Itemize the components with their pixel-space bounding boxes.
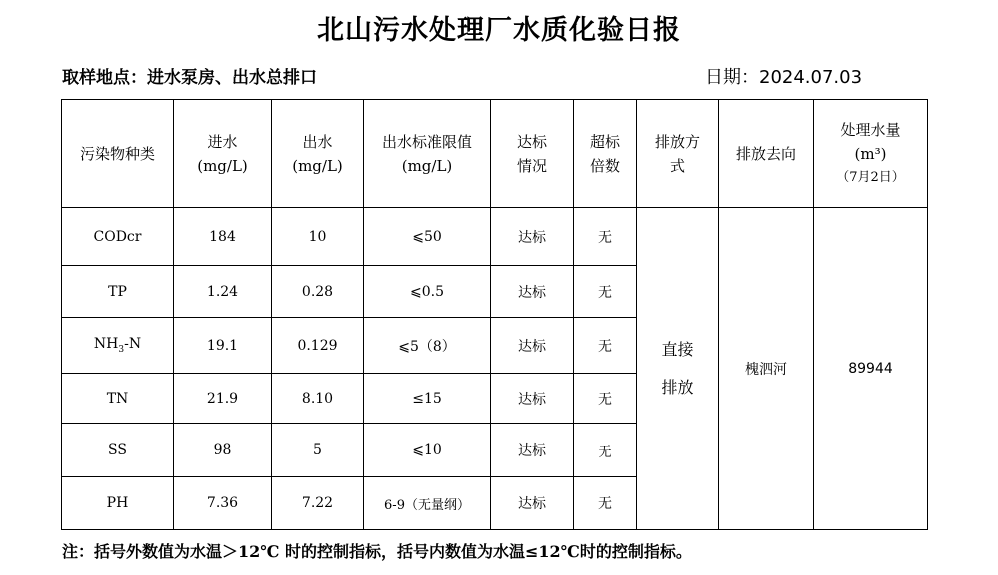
header-outflow: 出水 (mg/L) — [272, 100, 364, 208]
cell-exceed: 无 — [574, 424, 637, 477]
header-volume: 处理水量 (m³) （7月2日） — [814, 100, 928, 208]
cell-status: 达标 — [491, 266, 574, 318]
water-quality-table — [61, 99, 928, 530]
cell-status: 达标 — [491, 424, 574, 477]
cell-pollutant: CODcr — [62, 208, 174, 266]
cell-status: 达标 — [491, 318, 574, 374]
header-mode: 排放方 式 — [637, 100, 719, 208]
cell-inflow: 1.24 — [174, 266, 272, 318]
cell-pollutant: TN — [62, 374, 174, 424]
footnote: 注：括号外数值为水温＞12℃ 时的控制指标，括号内数值为水温≤12℃时的控制指标。 — [62, 542, 692, 561]
cell-outflow: 0.129 — [272, 318, 364, 374]
cell-exceed: 无 — [574, 208, 637, 266]
cell-inflow: 7.36 — [174, 477, 272, 530]
cell-pollutant: SS — [62, 424, 174, 477]
cell-discharge-mode: 直接 排放 — [637, 208, 719, 530]
cell-exceed: 无 — [574, 266, 637, 318]
header-row — [62, 100, 928, 208]
sampling-location: 取样地点：进水泵房、出水总排口 — [62, 68, 317, 88]
cell-exceed: 无 — [574, 318, 637, 374]
cell-status: 达标 — [491, 374, 574, 424]
cell-pollutant: TP — [62, 266, 174, 318]
header-status: 达标 情况 — [491, 100, 574, 208]
header-limit: 出水标准限值 (mg/L) — [364, 100, 491, 208]
table-row — [62, 208, 928, 266]
cell-treated-volume: 89944 — [814, 208, 928, 530]
cell-status: 达标 — [491, 477, 574, 530]
cell-exceed: 无 — [574, 477, 637, 530]
cell-limit: ⩽0.5 — [364, 266, 491, 318]
cell-outflow: 7.22 — [272, 477, 364, 530]
cell-limit: ⩽5（8） — [364, 318, 491, 374]
cell-limit: 6-9（无量纲） — [364, 477, 491, 530]
header-destination: 排放去向 — [719, 100, 814, 208]
report-date: 日期：2024.07.03 — [705, 67, 863, 88]
cell-outflow: 0.28 — [272, 266, 364, 318]
cell-inflow: 19.1 — [174, 318, 272, 374]
cell-outflow: 10 — [272, 208, 364, 266]
cell-inflow: 98 — [174, 424, 272, 477]
cell-exceed: 无 — [574, 374, 637, 424]
header-exceed: 超标 倍数 — [574, 100, 637, 208]
cell-pollutant: PH — [62, 477, 174, 530]
cell-destination: 槐泗河 — [719, 208, 814, 530]
cell-limit: ⩽50 — [364, 208, 491, 266]
header-pollutant: 污染物种类 — [62, 100, 174, 208]
cell-limit: ≤15 — [364, 374, 491, 424]
cell-limit: ⩽10 — [364, 424, 491, 477]
cell-inflow: 21.9 — [174, 374, 272, 424]
cell-inflow: 184 — [174, 208, 272, 266]
cell-outflow: 8.10 — [272, 374, 364, 424]
report-title: 北山污水处理厂水质化验日报 — [317, 15, 681, 46]
header-inflow: 进水 (mg/L) — [174, 100, 272, 208]
cell-outflow: 5 — [272, 424, 364, 477]
cell-pollutant: $NH_3-N$ — [62, 318, 174, 374]
cell-status: 达标 — [491, 208, 574, 266]
